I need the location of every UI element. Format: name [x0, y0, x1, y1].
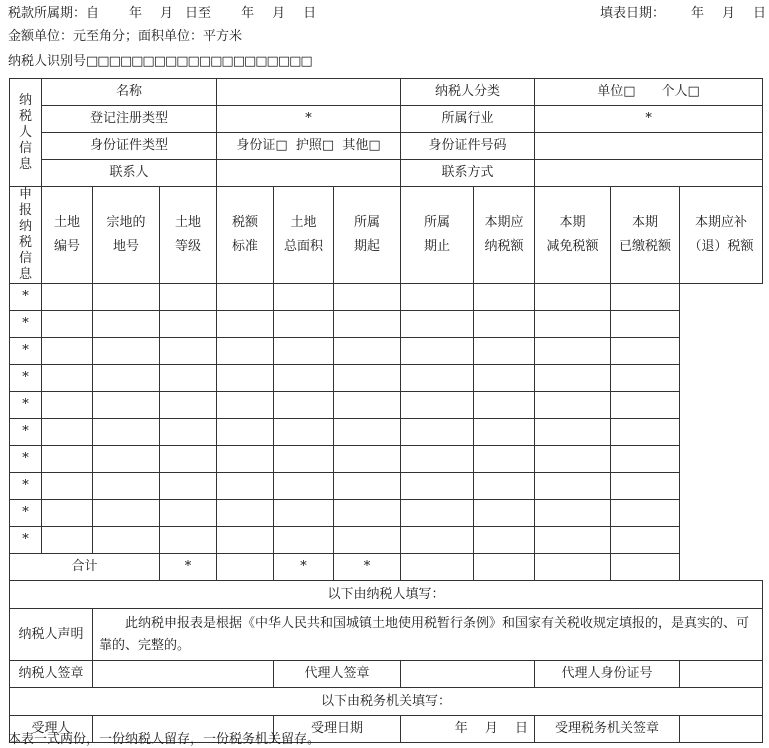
table-cell[interactable] — [611, 419, 680, 446]
table-cell[interactable] — [160, 473, 217, 500]
total-cell[interactable] — [217, 554, 274, 581]
column-header — [401, 187, 474, 284]
taxpayer-category-options[interactable]: 单位□ 个人□ — [535, 79, 763, 106]
column-header-line: 总面积 — [284, 239, 324, 254]
table-cell[interactable] — [93, 473, 160, 500]
taxpayer-id-boxes[interactable]: □□□□□□□□□□□□□□□□□□□□ — [86, 54, 312, 69]
table-cell[interactable] — [535, 338, 611, 365]
table-cell[interactable] — [401, 284, 474, 311]
table-cell[interactable] — [334, 527, 401, 554]
column-header-line: 减免税额 — [546, 239, 599, 254]
table-cell[interactable] — [535, 392, 611, 419]
table-row — [10, 392, 763, 419]
table-cell[interactable] — [611, 392, 680, 419]
table-row — [10, 284, 763, 311]
taxpayer-info-section-label — [10, 79, 42, 187]
table-row — [10, 365, 763, 392]
table-cell[interactable] — [474, 446, 535, 473]
table-cell[interactable] — [401, 365, 474, 392]
table-cell[interactable] — [274, 419, 334, 446]
table-cell[interactable] — [611, 311, 680, 338]
tax-period-year-to: 年 — [241, 6, 255, 21]
table-cell[interactable] — [274, 365, 334, 392]
column-header — [160, 187, 217, 284]
table-cell[interactable] — [93, 311, 160, 338]
column-header — [611, 187, 680, 284]
column-header-line: 期起 — [354, 239, 381, 254]
column-header — [42, 187, 93, 284]
table-cell[interactable] — [160, 338, 217, 365]
name-label: 名称 — [42, 79, 217, 106]
taxpayer-statement — [93, 609, 763, 661]
column-header-line: 本期应 — [484, 215, 524, 230]
table-cell[interactable] — [217, 338, 274, 365]
fill-date-year: 年 — [691, 6, 705, 21]
table-cell[interactable] — [535, 419, 611, 446]
fill-date — [600, 6, 766, 22]
id-number-label: 身份证件号码 — [401, 133, 535, 160]
land-number-cell[interactable]: * — [10, 365, 42, 392]
total-label: 合计 — [10, 554, 160, 581]
registration-type-label: 登记注册类型 — [42, 106, 217, 133]
column-header — [274, 187, 334, 284]
unit-note: 金额单位：元至角分；面积单位：平方米 — [8, 29, 243, 44]
table-cell[interactable] — [274, 527, 334, 554]
contact-method-label: 联系方式 — [401, 160, 535, 187]
total-cell[interactable] — [611, 554, 680, 581]
table-cell[interactable] — [93, 338, 160, 365]
column-header-line: 土地 — [175, 215, 202, 230]
receive-date-label: 受理日期 — [274, 716, 401, 743]
land-number-cell[interactable]: * — [10, 500, 42, 527]
name-field[interactable] — [217, 79, 401, 106]
table-cell[interactable] — [42, 473, 93, 500]
declaration-section-label — [10, 187, 42, 284]
table-cell[interactable] — [42, 365, 93, 392]
industry-label: 所属行业 — [401, 106, 535, 133]
land-number-cell[interactable]: * — [10, 338, 42, 365]
total-mark[interactable]: * — [274, 554, 334, 581]
fill-date-label: 填表日期： — [600, 6, 666, 21]
table-row — [10, 446, 763, 473]
table-cell[interactable] — [535, 473, 611, 500]
receiver-label: 受理人 — [10, 716, 93, 743]
table-cell[interactable] — [535, 446, 611, 473]
table-cell[interactable] — [42, 419, 93, 446]
table-cell[interactable] — [611, 365, 680, 392]
table-cell[interactable] — [334, 311, 401, 338]
table-cell[interactable] — [535, 500, 611, 527]
taxpayer-info-section-text: 纳 税 人 信 息 — [18, 92, 32, 172]
total-cell[interactable] — [535, 554, 611, 581]
table-cell[interactable] — [401, 392, 474, 419]
table-row — [10, 527, 763, 554]
table-cell[interactable] — [401, 338, 474, 365]
fill-date-day: 日 — [753, 6, 767, 21]
declaration-section-text: 申 报 纳 税 信 息 — [18, 187, 32, 282]
registration-type-field[interactable]: * — [217, 106, 401, 133]
table-cell[interactable] — [217, 311, 274, 338]
table-cell[interactable] — [401, 446, 474, 473]
table-cell[interactable] — [401, 311, 474, 338]
table-cell[interactable] — [334, 473, 401, 500]
table-cell[interactable] — [611, 338, 680, 365]
table-cell[interactable] — [474, 527, 535, 554]
contact-method-field[interactable] — [535, 160, 763, 187]
table-cell[interactable] — [474, 284, 535, 311]
table-cell[interactable] — [93, 446, 160, 473]
land-number-cell[interactable]: * — [10, 392, 42, 419]
table-cell[interactable] — [42, 311, 93, 338]
table-cell[interactable] — [334, 500, 401, 527]
table-cell[interactable] — [334, 392, 401, 419]
table-cell[interactable] — [535, 311, 611, 338]
table-cell[interactable] — [217, 392, 274, 419]
table-cell[interactable] — [401, 419, 474, 446]
total-cell[interactable] — [401, 554, 474, 581]
authority-seal-field[interactable] — [680, 716, 763, 743]
table-cell[interactable] — [160, 527, 217, 554]
column-header-line: 编号 — [53, 239, 80, 254]
table-cell[interactable] — [93, 284, 160, 311]
table-cell[interactable] — [160, 446, 217, 473]
table-row — [10, 311, 763, 338]
contact-person-label: 联系人 — [42, 160, 217, 187]
authority-fill-heading: 以下由税务机关填写： — [10, 688, 763, 716]
column-header-line: 土地 — [53, 215, 80, 230]
table-cell[interactable] — [93, 419, 160, 446]
taxpayer-signature-field[interactable] — [93, 661, 274, 688]
table-cell[interactable] — [334, 446, 401, 473]
id-type-label: 身份证件类型 — [42, 133, 217, 160]
table-cell[interactable] — [611, 473, 680, 500]
table-cell[interactable] — [42, 527, 93, 554]
table-cell[interactable] — [474, 311, 535, 338]
table-cell[interactable] — [535, 284, 611, 311]
table-cell[interactable] — [474, 419, 535, 446]
table-cell[interactable] — [217, 446, 274, 473]
table-cell[interactable] — [611, 527, 680, 554]
receive-date-field[interactable]: 年 月 日 — [401, 716, 535, 743]
taxpayer-statement-label: 纳税人声明 — [10, 609, 93, 661]
table-cell[interactable] — [93, 527, 160, 554]
table-cell[interactable] — [334, 338, 401, 365]
land-number-cell[interactable]: * — [10, 419, 42, 446]
table-cell[interactable] — [42, 284, 93, 311]
table-cell[interactable] — [474, 365, 535, 392]
table-cell[interactable] — [401, 500, 474, 527]
table-cell[interactable] — [474, 338, 535, 365]
column-header-line: 宗地的 — [106, 215, 146, 230]
column-header-line: 已缴税额 — [619, 239, 672, 254]
table-cell[interactable] — [160, 311, 217, 338]
table-row — [10, 500, 763, 527]
total-cell[interactable] — [474, 554, 535, 581]
table-row — [10, 419, 763, 446]
column-header — [217, 187, 274, 284]
column-header-line: 本期 — [632, 215, 659, 230]
table-cell[interactable] — [535, 527, 611, 554]
taxpayer-id-label: 纳税人识别号 — [8, 54, 87, 69]
fill-date-month: 月 — [722, 6, 736, 21]
table-cell[interactable] — [334, 365, 401, 392]
land-use-tax-form — [9, 78, 763, 743]
table-cell[interactable] — [334, 284, 401, 311]
column-header-line: 标准 — [232, 239, 259, 254]
tax-period-year-from: 年 — [129, 6, 143, 21]
table-cell[interactable] — [274, 500, 334, 527]
agent-signature-label: 代理人签章 — [274, 661, 401, 688]
column-header-line: 期止 — [424, 239, 451, 254]
tax-period — [8, 6, 316, 22]
table-cell[interactable] — [160, 500, 217, 527]
tax-period-day-to: 日 — [303, 6, 317, 21]
land-number-cell[interactable]: * — [10, 473, 42, 500]
column-header-line: 税额 — [232, 215, 259, 230]
column-header-line: 所属 — [424, 215, 451, 230]
industry-field[interactable]: * — [535, 106, 763, 133]
table-cell[interactable] — [334, 419, 401, 446]
table-cell[interactable] — [274, 446, 334, 473]
column-header-line: 土地 — [290, 215, 317, 230]
tax-period-month-from: 月 — [160, 6, 174, 21]
footer-note: 本表一式两份，一份纳税人留存，一份税务机关留存。 — [8, 732, 321, 747]
table-cell[interactable] — [217, 419, 274, 446]
land-number-cell[interactable]: * — [10, 284, 42, 311]
tax-period-label: 税款所属期：自 — [8, 6, 100, 21]
table-cell[interactable] — [274, 392, 334, 419]
table-cell[interactable] — [401, 473, 474, 500]
table-cell[interactable] — [93, 365, 160, 392]
table-cell[interactable] — [160, 392, 217, 419]
land-number-cell[interactable]: * — [10, 527, 42, 554]
column-header-line: 地号 — [112, 239, 139, 254]
table-cell[interactable] — [160, 284, 217, 311]
table-cell[interactable] — [611, 284, 680, 311]
table-cell[interactable] — [474, 392, 535, 419]
table-cell[interactable] — [217, 284, 274, 311]
table-cell[interactable] — [274, 284, 334, 311]
taxpayer-signature-label: 纳税人签章 — [10, 661, 93, 688]
table-cell[interactable] — [274, 311, 334, 338]
table-cell[interactable] — [42, 500, 93, 527]
table-cell[interactable] — [611, 446, 680, 473]
table-row — [10, 338, 763, 365]
table-cell[interactable] — [474, 473, 535, 500]
table-cell[interactable] — [42, 338, 93, 365]
total-mark[interactable]: * — [160, 554, 217, 581]
tax-period-month-to: 月 — [272, 6, 286, 21]
agent-signature-field[interactable] — [401, 661, 535, 688]
column-header-line: （退）税额 — [688, 239, 754, 254]
taxpayer-category-label: 纳税人分类 — [401, 79, 535, 106]
agent-id-label: 代理人身份证号 — [535, 661, 680, 688]
table-row — [10, 473, 763, 500]
taxpayer-id-line — [8, 54, 312, 70]
table-cell[interactable] — [93, 392, 160, 419]
table-cell[interactable] — [217, 473, 274, 500]
table-cell[interactable] — [42, 446, 93, 473]
land-number-cell[interactable]: * — [10, 311, 42, 338]
table-cell[interactable] — [93, 500, 160, 527]
total-row — [10, 554, 763, 581]
table-cell[interactable] — [611, 500, 680, 527]
column-header-line: 纳税额 — [484, 239, 524, 254]
authority-seal-label: 受理税务机关签章 — [535, 716, 680, 743]
taxpayer-statement-text: 此纳税申报表是根据《中华人民共和国城镇土地使用税暂行条例》和国家有关税收规定填报的，是真实的、可靠的、完整的。 — [99, 615, 750, 653]
table-cell[interactable] — [217, 500, 274, 527]
table-cell[interactable] — [217, 365, 274, 392]
tax-period-day-from: 日至 — [185, 6, 212, 21]
column-header — [535, 187, 611, 284]
total-mark[interactable]: * — [334, 554, 401, 581]
table-cell[interactable] — [160, 365, 217, 392]
table-cell[interactable] — [401, 527, 474, 554]
table-cell[interactable] — [474, 500, 535, 527]
id-number-field[interactable] — [535, 133, 763, 160]
taxpayer-fill-heading: 以下由纳税人填写： — [10, 581, 763, 609]
table-cell[interactable] — [274, 338, 334, 365]
column-header-line: 本期应补 — [695, 215, 748, 230]
column-header — [93, 187, 160, 284]
column-header — [334, 187, 401, 284]
table-cell[interactable] — [535, 365, 611, 392]
land-number-cell[interactable]: * — [10, 446, 42, 473]
agent-id-field[interactable] — [680, 661, 763, 688]
id-type-options[interactable]: 身份证□ 护照□ 其他□ — [217, 133, 401, 160]
column-header-line: 本期 — [559, 215, 586, 230]
table-cell[interactable] — [217, 527, 274, 554]
column-header-line: 等级 — [175, 239, 202, 254]
column-header — [680, 187, 763, 284]
column-header-line: 所属 — [354, 215, 381, 230]
table-cell[interactable] — [42, 392, 93, 419]
table-cell[interactable] — [160, 419, 217, 446]
contact-person-field[interactable] — [217, 160, 401, 187]
column-header — [474, 187, 535, 284]
table-cell[interactable] — [274, 473, 334, 500]
